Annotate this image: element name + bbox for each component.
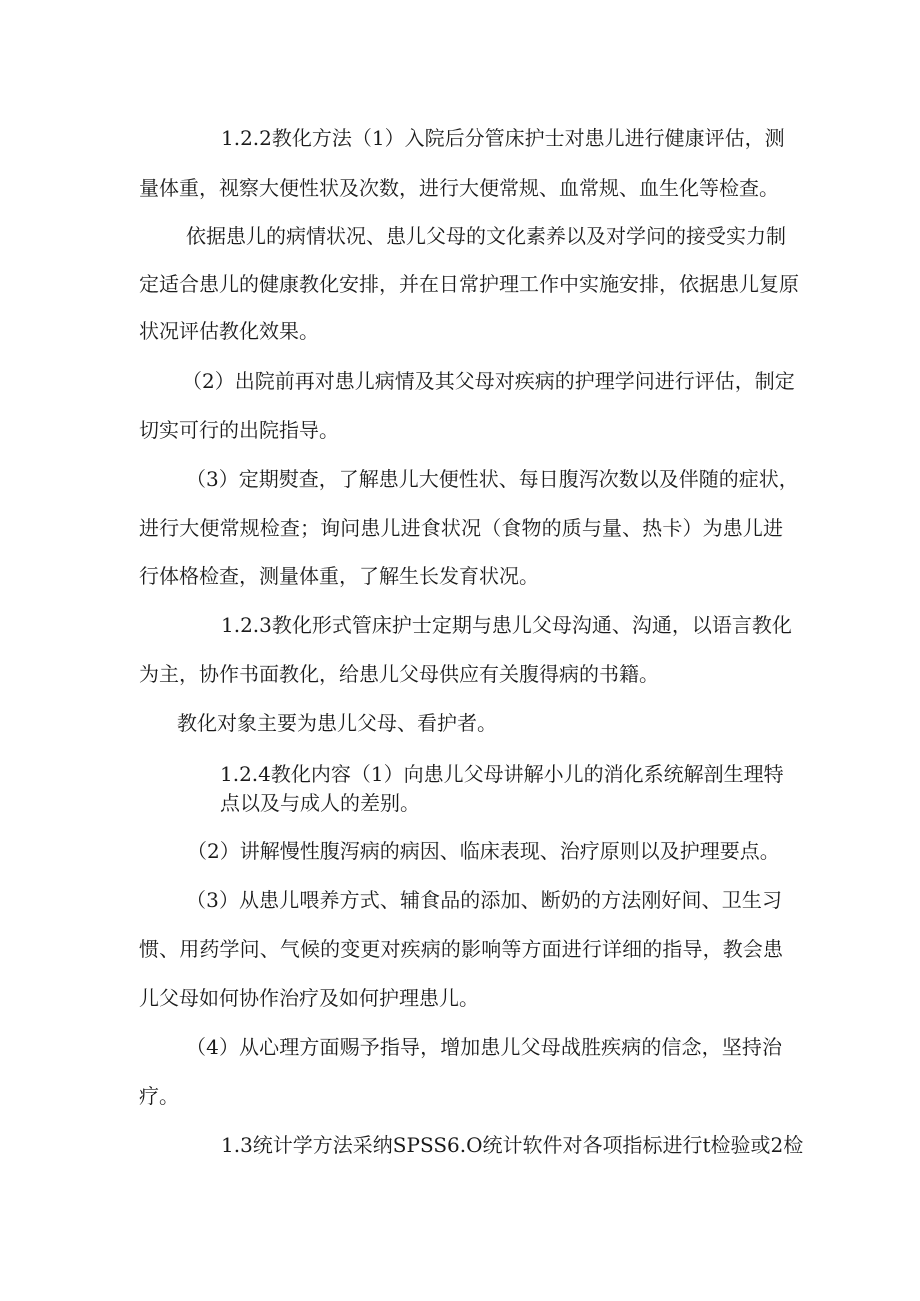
paragraph-3-line-2: 切实可行的出院指导。 bbox=[139, 418, 339, 442]
paragraph-9-line-2: 惯、用药学问、气候的变更对疾病的影响等方面进行详细的指导，教会患 bbox=[139, 937, 783, 961]
paragraph-3-line-1: （2）出院前再对患儿病情及其父母对疾病的护理学问进行评估，制定 bbox=[182, 369, 795, 393]
paragraph-8-line-1: （2）讲解慢性腹泻病的病因、临床表现、治疗原则以及护理要点。 bbox=[187, 839, 780, 863]
paragraph-9-line-1: （3）从患儿喂养方式、辅食品的添加、断奶的方法刚好间、卫生习 bbox=[186, 888, 782, 912]
paragraph-5-line-2: 为主，协作书面教化，给患儿父母供应有关腹得病的书籍。 bbox=[139, 662, 659, 686]
paragraph-7-line-2: 点以及与成人的差别。 bbox=[220, 791, 420, 815]
paragraph-10-line-1: （4）从心理方面赐予指导，增加患儿父母战胜疾病的信念，坚持治 bbox=[186, 1035, 782, 1059]
paragraph-2-line-1: 依据患儿的病情状况、患儿父母的文化素养以及对学问的接受实力制 bbox=[186, 224, 786, 248]
paragraph-9-line-3: 儿父母如何协作治疗及如何护理患儿。 bbox=[139, 986, 479, 1010]
paragraph-11-line-1: 1.3统计学方法采纳SPSS6.O统计软件对各项指标进行t检验或2检 bbox=[221, 1133, 804, 1157]
paragraph-4-line-3: 行体格检查，测量体重，了解生长发育状况。 bbox=[139, 564, 539, 588]
paragraph-10-line-2: 疗。 bbox=[139, 1084, 179, 1108]
paragraph-5-line-1: 1.2.3教化形式管床护士定期与患儿父母沟通、沟通，以语言教化 bbox=[221, 613, 792, 637]
paragraph-2-line-2: 定适合患儿的健康教化安排，并在日常护理工作中实施安排，依据患儿复原 bbox=[139, 272, 799, 296]
paragraph-4-line-2: 进行大便常规检查；询问患儿进食状况（食物的质与量、热卡）为患儿进 bbox=[139, 516, 783, 540]
paragraph-6-line-1: 教化对象主要为患儿父母、看护者。 bbox=[177, 711, 497, 735]
paragraph-2-line-3: 状况评估教化效果。 bbox=[139, 319, 319, 343]
paragraph-4-line-1: （3）定期熨查，了解患儿大便性状、每日腹泻次数以及伴随的症状， bbox=[186, 467, 799, 491]
paragraph-1-line-1: 1.2.2教化方法（1）入院后分管床护士对患儿进行健康评估，测 bbox=[221, 126, 785, 150]
paragraph-1-line-2: 量体重，视察大便性状及次数，进行大便常规、血常规、血生化等检查。 bbox=[139, 176, 779, 200]
paragraph-7-line-1: 1.2.4教化内容（1）向患儿父母讲解小儿的消化系统解剖生理特 bbox=[220, 762, 784, 786]
